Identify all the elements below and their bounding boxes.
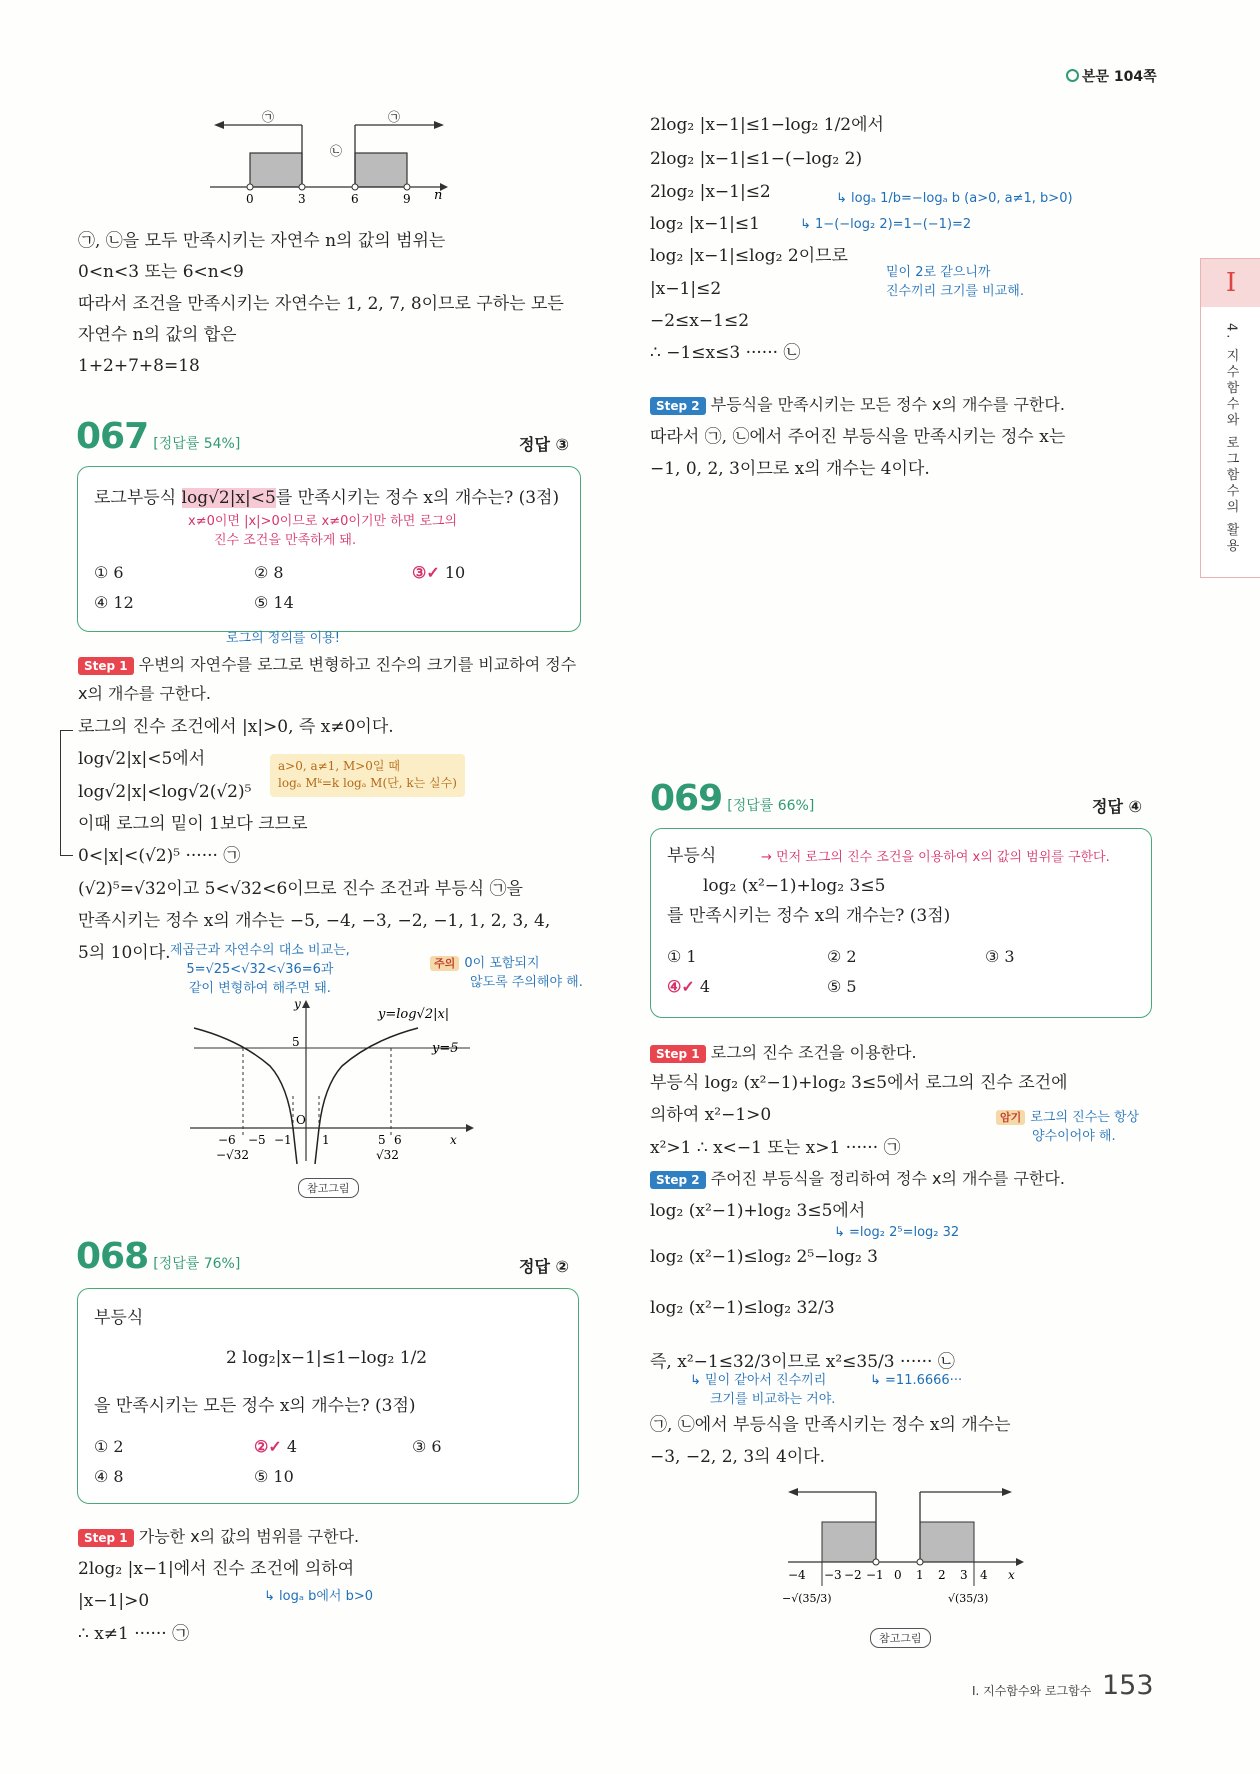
line-label: y=5 [432,1041,459,1056]
q069-step1: Step 1 로그의 진수 조건을 이용한다. [650,1040,917,1063]
choice-4[interactable]: ④✓ 4 [667,977,711,996]
tick-sqrt: √(35/3) [948,1592,989,1605]
label-giyeok: ㉠ [262,110,275,124]
q067-question-box [77,466,581,632]
highlight: log√2|x|<5 [181,488,276,508]
step-badge: Step 1 [78,1529,134,1547]
tick-0: 0 [894,1568,902,1582]
sol-line: 5의 10이다. [78,943,171,964]
side-tab-roman: I [1201,259,1260,307]
tick-0: 0 [246,192,254,205]
accuracy-rate: [정답률 76%] [153,1256,241,1272]
q069-s2-note3: ↳ =11.6666··· [870,1373,963,1388]
q068-step1: Step 1 가능한 x의 값의 범위를 구한다. [78,1524,359,1547]
q067-header [76,416,240,457]
sol-line: (√2)⁵=√32이고 5<√32<6이므로 진수 조건과 부등식 ㉠을 [78,878,523,899]
axis-x: x [450,1133,457,1147]
choice-3[interactable]: ③ 6 [412,1437,442,1456]
axis-n: n [434,188,443,203]
top-left-diagram [200,105,460,205]
sol-line: 0<|x|<(√2)⁵ ······ ㉠ [78,846,241,867]
top-left-text [78,228,564,380]
sol-line: log₂ |x−1|≤1 [650,214,760,235]
q069-step2: Step 2 주어진 부등식을 정리하여 정수 x의 개수를 구한다. [650,1166,1065,1189]
q069-q-line1: 부등식 [667,846,717,866]
q068-note: ↳ logₐ b에서 b>0 [264,1589,373,1604]
q069-s1: 부등식 log₂ (x²−1)+log₂ 3≤5에서 로그의 진수 조건에 의하여 x²−1>0 x²>1 ∴ x<−1 또는 x>1 ······ ㉠ [650,1073,1068,1158]
choice-1[interactable]: ① 2 [94,1437,124,1456]
tick-6: 6 [351,192,359,205]
step-badge: Step 2 [650,397,706,415]
tick-sqrt32: √32 [376,1148,399,1162]
q068-q-line3: 을 만족시키는 모든 정수 x의 개수는? (3점) [94,1396,416,1416]
right-conclusion: 따라서 ㉠, ㉡에서 주어진 부등식을 만족시키는 정수 x는 −1, 0, 2, 3이므로 x의 개수는 4이다. [650,427,1066,480]
q067-graph [180,996,480,1166]
tick-3: 3 [298,192,306,205]
origin: O [296,1113,306,1127]
checkmark-icon: ④✓ [667,977,695,996]
tick-neg3: −3 [824,1568,842,1582]
choice-1[interactable]: ① 1 [667,947,697,966]
choice-2[interactable]: ② 2 [827,947,857,966]
choice-4[interactable]: ④ 12 [94,593,134,612]
tick-1: 1 [322,1133,330,1147]
tick-neg6: −6 [218,1133,236,1147]
q067-step1: Step 1 우변의 자연수를 로그로 변형하고 진수의 크기를 비교하여 정수 x의 개수를 구한다. [78,655,577,703]
choice-5[interactable]: ⑤ 10 [254,1467,294,1486]
right-note-2: ↳ 1−(−log₂ 2)=1−(−1)=2 [800,217,972,232]
tick-6: 6 [394,1133,402,1147]
q068-q-line1: 부등식 [94,1308,144,1328]
side-tab [1200,258,1260,578]
q068-header [76,1236,240,1277]
question-number: 068 [76,1236,149,1277]
tick-neg1: −1 [866,1568,884,1582]
sol-line: ∴ x≠1 ······ ㉠ [78,1623,190,1644]
q068-answer: 정답 ② [519,1257,570,1276]
caution-tag: 주의 [430,956,459,971]
tick-9: 9 [403,192,411,205]
page-ref: 본문 104쪽 [1066,66,1157,86]
tick-5b: 5 [378,1133,386,1147]
graph-label: y=log√2|x| [378,1007,450,1022]
q067-note2: 제곱근과 자연수의 대소 비교는, 5=√25<√32<√36=6과 같이 변형하여 해주면 돼. [170,943,350,996]
choice-4[interactable]: ④ 8 [94,1467,124,1486]
sol-line: −2≤x−1≤2 [650,311,750,332]
q067-answer: 정답 ③ [519,435,570,454]
q068-question-box [77,1288,579,1504]
q067-note: x≠0이면 |x|>0이므로 x≠0이기만 하면 로그의 진수 조건을 만족하게 돼. [188,514,458,548]
sol-line: |x−1|≤2 [650,278,722,299]
choice-1[interactable]: ① 6 [94,563,124,582]
tick-3: 3 [960,1568,968,1582]
choice-3[interactable]: ③✓ 10 [412,563,466,582]
sol-line: |x−1|>0 [78,1591,150,1612]
tick-neg1: −1 [274,1133,292,1147]
q068-formula: 2 log₂|x−1|≤1−log₂ 1/2 [226,1348,428,1368]
bracket-line [60,730,73,856]
text-line: 1+2+7+8=18 [78,356,200,377]
q069-formula: log₂ (x²−1)+log₂ 3≤5 [703,876,886,896]
sol-line: 로그의 진수 조건에서 |x|>0, 즉 x≠0이다. [78,717,394,737]
q067-question: 로그부등식 log√2|x|<5를 만족시키는 정수 x의 개수는? (3점) [94,488,560,508]
sol-line: 2log₂ |x−1|≤1−log₂ 1/2에서 [650,115,884,135]
q069-q-note: → 먼저 로그의 진수 조건을 이용하여 x의 값의 범위를 구한다. [761,850,1110,865]
q069-number-line [780,1480,1040,1620]
text-line: 0<n<3 또는 6<n<9 [78,262,244,283]
side-tab-chapter: 4. 지수함수와 로그함수의 활용 [1223,323,1239,555]
memorize-tag: 암기 [996,1110,1025,1125]
axis-y: y [294,997,301,1011]
choice-2[interactable]: ② 8 [254,563,284,582]
label-nieun: ㉡ [330,144,343,158]
q069-conclusion: ㉠, ㉡에서 부등식을 만족시키는 정수 x의 개수는 −3, −2, 2, 3의 4이다. [650,1415,1011,1468]
choice-3[interactable]: ③ 3 [985,947,1015,966]
step1-note: 로그의 정의를 이용! [226,631,340,646]
q069-s2: log₂ (x²−1)+log₂ 3≤5에서 log₂ (x²−1)≤log₂ 2⁵−log₂ 3 log₂ (x²−1)≤log₂ 32/3 즉, x²−1≤32/3이므로 x²≤35/3 ······ ㉡ [650,1201,955,1373]
ref-label: 참고그림 [298,1178,359,1198]
text-line: ㉠, ㉡을 모두 만족시키는 자연수 n의 값의 범위는 [78,231,446,251]
arrow-icon: ↳ [264,1589,280,1604]
right-top-solution [650,112,884,367]
sol-line: 2log₂ |x−1|에서 진수 조건에 의하여 [78,1559,355,1579]
right-step2: Step 2 부등식을 만족시키는 모든 정수 x의 개수를 구한다. [650,392,1065,415]
q069-answer: 정답 ④ [1092,797,1143,816]
step-badge: Step 2 [650,1171,706,1189]
right-note-3: 밑이 2로 같으니까 진수끼리 크기를 비교해. [886,265,1024,299]
q069-s2-note2: ↳ 밑이 같아서 진수끼리 크기를 비교하는 거야. [690,1373,836,1407]
q067-tip: a>0, a≠1, M>0일 때 logₐ Mᵏ=k logₐ M(단, k는 실수) [270,754,465,797]
sol-line: 2log₂ |x−1|≤1−(−log₂ 2) [650,149,863,170]
tick-1: 1 [916,1568,924,1582]
q069-q-line3: 를 만족시키는 정수 x의 개수는? (3점) [667,906,951,926]
sol-line: ∴ −1≤x≤3 ······ ㉡ [650,343,801,364]
choice-5[interactable]: ⑤ 14 [254,593,294,612]
step-badge: Step 1 [650,1045,706,1063]
question-number: 067 [76,416,149,457]
accuracy-rate: [정답률 66%] [727,798,815,814]
q069-s2-note1: ↳ =log₂ 2⁵=log₂ 32 [834,1225,960,1240]
sol-line: log√2|x|<log√2(√2)⁵ [78,781,252,802]
label-giyeok-2: ㉠ [388,110,401,124]
choice-5[interactable]: ⑤ 5 [827,977,857,996]
q069-question-box [650,828,1152,1018]
checkmark-icon: ③✓ [412,563,440,582]
tick-5: 5 [292,1035,300,1049]
text-line: 자연수 n의 값의 합은 [78,325,237,346]
tick-2: 2 [938,1568,946,1582]
ref-label: 참고그림 [870,1628,931,1648]
sol-line: log₂ |x−1|≤log₂ 2이므로 [650,246,848,267]
tick-neg-sqrt: −√(35/3) [782,1592,832,1605]
tick-4: 4 [980,1568,988,1582]
q069-tag-note: 암기 로그의 진수는 항상 양수이어야 해. [996,1106,1139,1147]
footer-section: I. 지수함수와 로그함수 [972,1684,1092,1698]
axis-x: x [1008,1568,1015,1582]
checkmark-icon: ②✓ [254,1437,282,1456]
tick-neg4: −4 [788,1568,806,1582]
text-line: 따라서 조건을 만족시키는 자연수는 1, 2, 7, 8이므로 구하는 모든 [78,293,564,314]
tick-neg2: −2 [844,1568,862,1582]
tick-neg-sqrt32: −√32 [216,1148,249,1162]
page-number: 153 [1102,1670,1154,1701]
tick-neg5: −5 [248,1133,266,1147]
right-note-1: ↳ logₐ 1/b=−logₐ b (a>0, a≠1, b>0) [836,191,1073,206]
sol-line: 만족시키는 정수 x의 개수는 −5, −4, −3, −2, −1, 1, 2, 3, 4, [78,911,551,932]
sol-line: 이때 로그의 밑이 1보다 크므로 [78,814,308,835]
question-number: 069 [650,778,723,819]
choice-2[interactable]: ②✓ 4 [254,1437,298,1456]
q069-header [650,778,814,819]
sol-line: 2log₂ |x−1|≤2 [650,181,771,202]
step-badge: Step 1 [78,657,134,675]
circle-icon [1066,69,1079,82]
sol-line: log√2|x|<5에서 [78,749,206,770]
q067-solution [78,714,550,967]
accuracy-rate: [정답률 54%] [153,436,241,452]
q067-caution: 주의 0이 포함되지 않도록 주의해야 해. [430,952,583,993]
